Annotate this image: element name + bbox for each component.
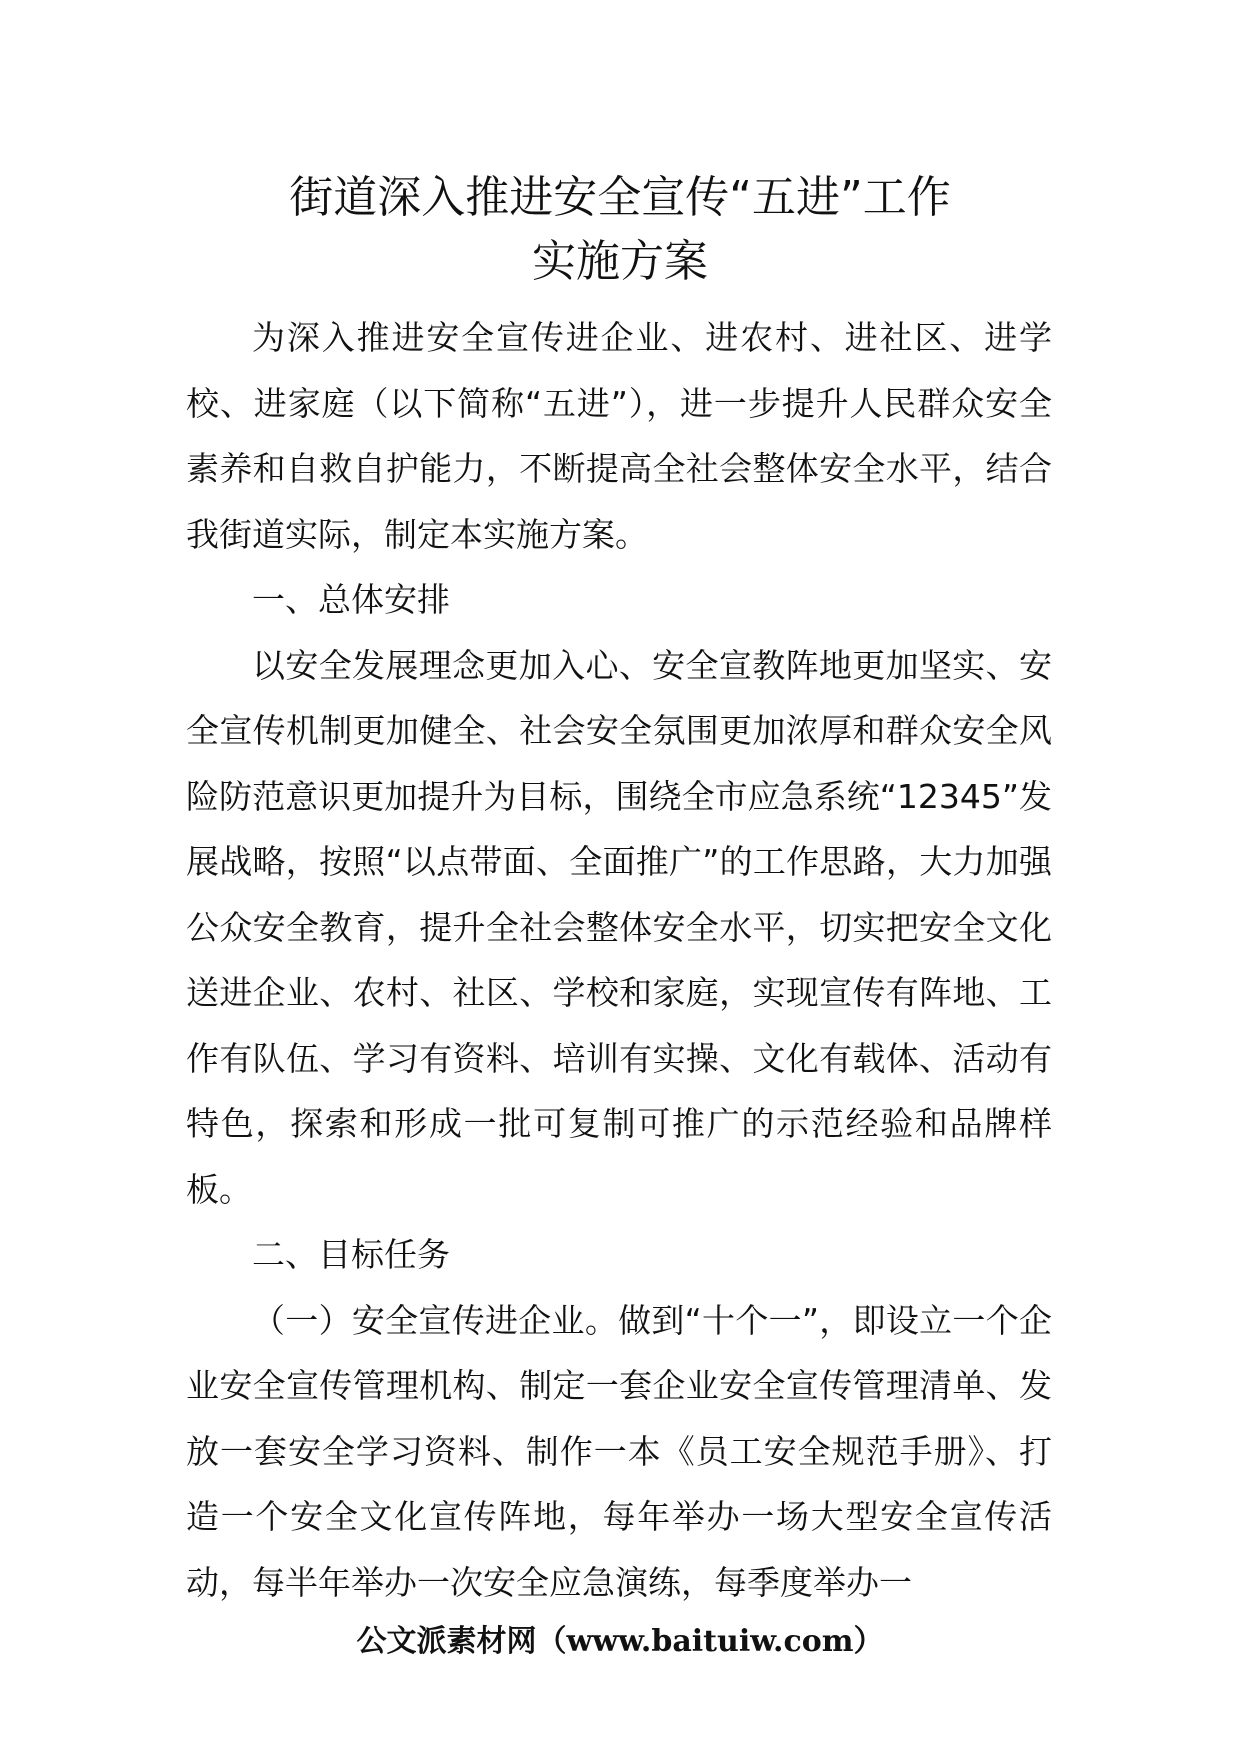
document-title-line2: 实施方案 bbox=[532, 236, 708, 287]
goals-paragraph-enterprise: （一）安全宣传进企业。做到“十个一”，即设立一个企业安全宣传管理机构、制定一套企业安全宣传管理清单、发放一套安全学习资料、制作一本《员工安全规范手册》、打造一个安全文化宣传阵地，每年举办一场大型安全宣传活动，每半年举办一次安全应急演练，每季度举办一 bbox=[186, 1300, 1052, 1602]
section-heading-goals: 二、目标任务 bbox=[252, 1235, 450, 1274]
intro-paragraph: 为深入推进安全宣传进企业、进农村、进社区、进学校、进家庭（以下简称“五进”），进一步提升人民群众安全素养和自救自护能力，不断提高全社会整体安全水平，结合我街道实际，制定本实施方案。 bbox=[186, 318, 1052, 554]
section-heading-overall: 一、总体安排 bbox=[252, 580, 450, 619]
overall-paragraph: 以安全发展理念更加入心、安全宣教阵地更加坚实、安全宣传机制更加健全、社会安全氛围更加浓厚和群众安全风险防范意识更加提升为目标，围绕全市应急系统“12345”发展战略，按照“以点带面、全面推广”的工作思路，大力加强公众安全教育，提升全社会整体安全水平，切实把安全文化送进企业、农村、社区、学校和家庭，实现宣传有阵地、工作有队伍、学习有资料、培训有实操、文化有载体、活动有特色，探索和形成一批可复制可推广的示范经验和品牌样板。 bbox=[186, 645, 1052, 1209]
document-title-line1: 街道深入推进安全宣传“五进”工作 bbox=[289, 172, 951, 223]
footer-watermark: 公文派素材网（www.baituiw.com） bbox=[356, 1624, 884, 1659]
document-body bbox=[186, 305, 1052, 1615]
